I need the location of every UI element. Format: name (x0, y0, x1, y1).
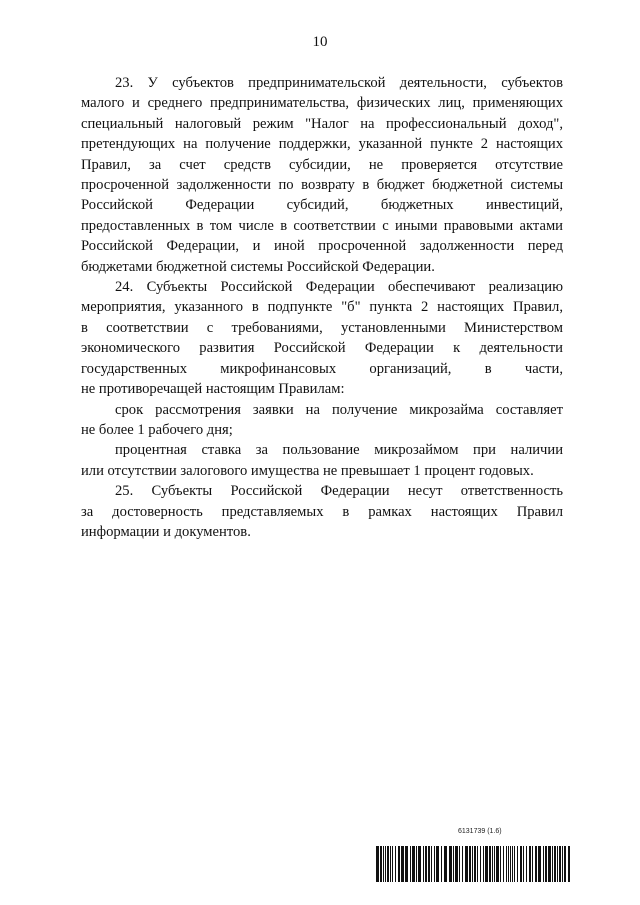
text-line: или отсутствии залогового имущества не превышает 1 процент годовых. (81, 462, 534, 479)
text-line: 25. Субъекты Российской Федерации несут ответственность (115, 483, 563, 500)
barcode-icon (376, 846, 570, 882)
text-line: за достоверность представляемых в рамках настоящих Правил (81, 503, 563, 520)
text-line: специальный налоговый режим "Налог на профессиональный доход", (81, 115, 563, 132)
text-line: 24. Субъекты Российской Федерации обеспечивают реализацию (115, 279, 563, 296)
text-line: бюджетами бюджетной системы Российской Федерации. (81, 258, 435, 275)
barcode-caption: 6131739 (1.6) (458, 828, 502, 835)
text-line: процентная ставка за пользование микрозаймом при наличии (115, 442, 563, 459)
text-line: экономического развития Российской Федерации к деятельности (81, 340, 563, 357)
document-body (81, 73, 563, 542)
text-line: не более 1 рабочего дня; (81, 421, 233, 438)
text-line: Российской Федерации, и иной просроченной задолженности перед (81, 238, 563, 255)
barcode-block (376, 828, 570, 884)
text-line: срок рассмотрения заявки на получение микрозайма составляет (115, 401, 563, 418)
paragraph-rate (81, 440, 563, 481)
text-line: мероприятия, указанного в подпункте "б" пункта 2 настоящих Правил, (81, 299, 563, 316)
text-line: в соответствии с требованиями, установленными Министерством (81, 319, 563, 336)
text-line: предоставленных в том числе в соответствии с иными правовыми актами (81, 217, 563, 234)
text-line: 23. У субъектов предпринимательской деятельности, субъектов (115, 75, 563, 91)
page-number: 10 (312, 34, 328, 50)
paragraph-24 (81, 277, 563, 399)
text-line: просроченной задолженности по возврату в бюджет бюджетной системы (81, 177, 563, 194)
text-line: информации и документов. (81, 523, 251, 540)
text-line: претендующих на получение поддержки, указанной пункте 2 настоящих (81, 136, 563, 153)
paragraph-25 (81, 481, 563, 542)
paragraph-term (81, 400, 563, 441)
text-line: Российской Федерации субсидий, бюджетных инвестиций, (81, 197, 563, 214)
text-line: Правил, за счет средств субсидии, не проверяется отсутствие (81, 156, 563, 173)
paragraph-23 (81, 73, 563, 277)
text-line: государственных микрофинансовых организаций, в части, (81, 360, 563, 377)
text-line: малого и среднего предпринимательства, физических лиц, применяющих (81, 95, 563, 112)
text-line: не противоречащей настоящим Правилам: (81, 381, 345, 398)
